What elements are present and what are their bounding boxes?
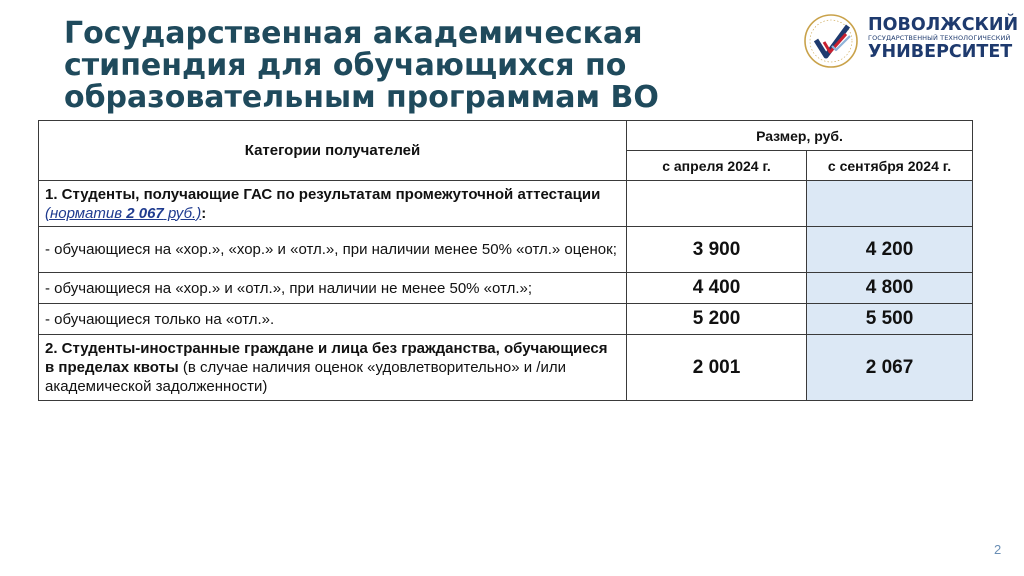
row-3-september: 4 800	[807, 273, 973, 304]
header-september-2024: с сентября 2024 г.	[807, 151, 973, 181]
row-2-april: 3 900	[627, 227, 807, 273]
row-1-september	[807, 181, 973, 227]
table-row	[39, 304, 973, 335]
table-row	[39, 227, 973, 273]
logo-line-2: ГОСУДАРСТВЕННЫЙ ТЕХНОЛОГИЧЕСКИЙ	[868, 34, 1011, 42]
row-4-april: 5 200	[627, 304, 807, 335]
slide-title-line-1: Государственная академическая	[64, 16, 643, 51]
row-2-label: - обучающиеся на «хор.», «хор.» и «отл.», при наличии менее 50% «отл.» оценок;	[39, 227, 627, 273]
logo-line-1: ПОВОЛЖСКИЙ	[868, 15, 1019, 35]
norm-prefix: (норматив	[45, 204, 127, 222]
page-number: 2	[994, 542, 1002, 557]
university-name	[868, 16, 1018, 61]
row-1-april	[627, 181, 807, 227]
row-4-label: - обучающиеся только на «отл.».	[39, 304, 627, 335]
logo-line-3: УНИВЕРСИТЕТ	[868, 42, 1013, 62]
university-logo	[802, 12, 1019, 70]
row-5-label	[39, 335, 627, 401]
header-size: Размер, руб.	[627, 121, 973, 151]
header-categories: Категории получателей	[39, 121, 627, 181]
table-row	[39, 335, 973, 401]
row-1-colon: :	[201, 204, 207, 222]
norm-value: 2 067	[126, 204, 164, 222]
norm-suffix: руб.)	[163, 204, 202, 222]
slide-title-line-3: образовательным программам ВО	[64, 80, 659, 115]
row-5-april: 2 001	[627, 335, 807, 401]
row-3-label: - обучающиеся на «хор.» и «отл.», при наличии не менее 50% «отл.»;	[39, 273, 627, 304]
university-emblem-icon	[802, 12, 862, 70]
table-row	[39, 273, 973, 304]
slide-title	[64, 18, 764, 114]
row-1-normative	[45, 205, 201, 222]
row-5-label-rest: (в случае наличия оценок «удовлетворительно» и /или академической задолженности)	[45, 359, 566, 395]
row-5-september: 2 067	[807, 335, 973, 401]
row-1-label-bold: 1. Студенты, получающие ГАС по результатам промежуточной аттестации	[45, 185, 601, 203]
row-3-april: 4 400	[627, 273, 807, 304]
table-row	[39, 181, 973, 227]
row-2-september: 4 200	[807, 227, 973, 273]
row-5-label-bold: 2. Студенты-иностранные граждане и лица без гражданства, обучающиеся в пределах квоты	[45, 340, 608, 376]
header-april-2024: с апреля 2024 г.	[627, 151, 807, 181]
row-1-label	[39, 181, 627, 227]
scholarship-table	[38, 120, 973, 401]
row-4-september: 5 500	[807, 304, 973, 335]
slide-title-line-2: стипендия для обучающихся по	[64, 48, 627, 83]
